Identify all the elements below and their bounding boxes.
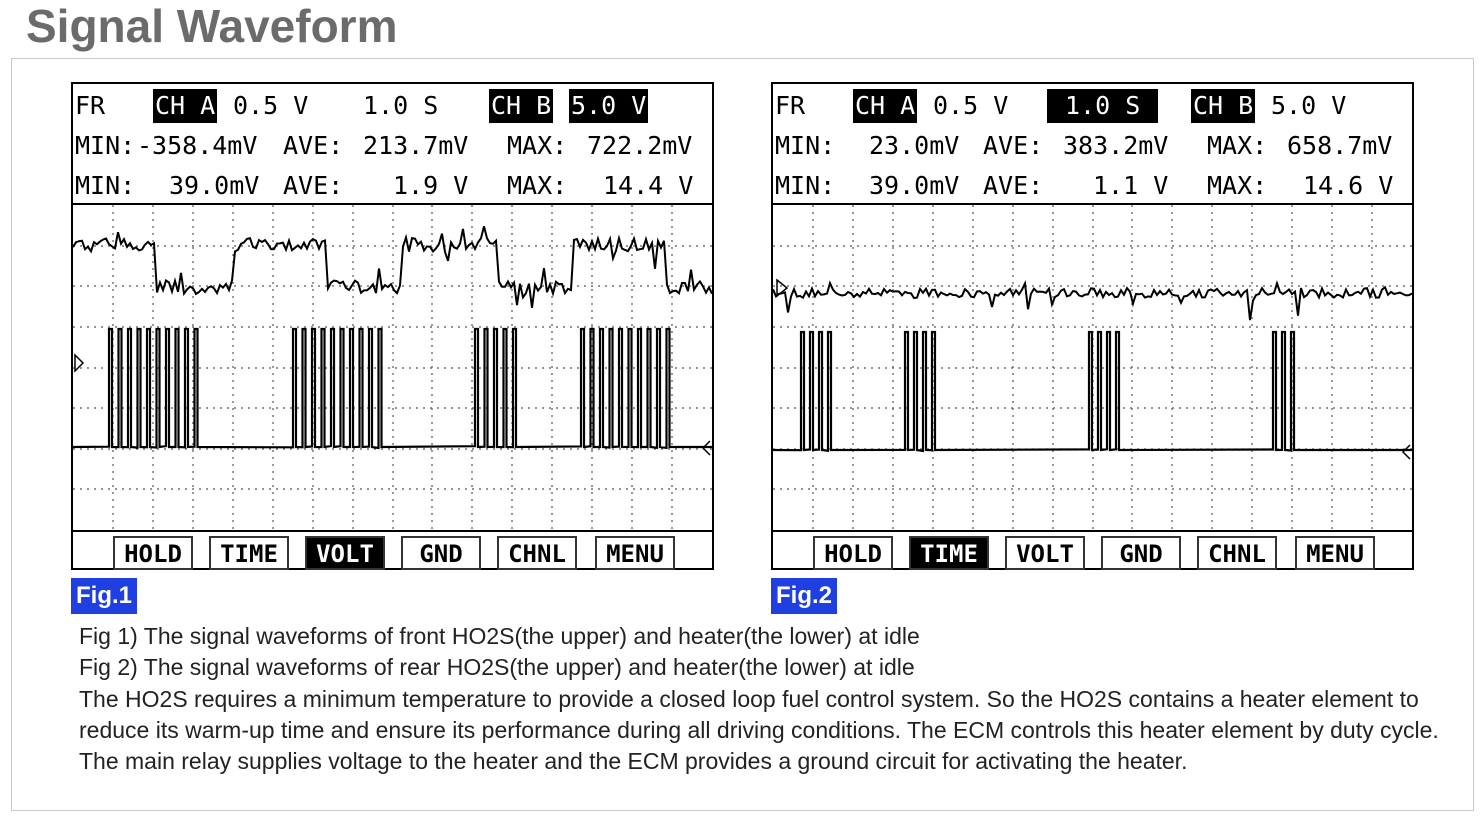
ch-b-min-label: MIN:	[775, 171, 836, 200]
ch-b-label: CH B	[1191, 89, 1255, 123]
chnl-button[interactable]: CHNL	[497, 536, 577, 570]
ch-a-scale: 0.5 V	[233, 91, 309, 120]
ch-b-min-label: MIN:	[75, 171, 136, 200]
ch-a-min-value: -358.4mV	[137, 131, 258, 160]
ch-a-min-label: MIN:	[775, 131, 836, 160]
volt-button[interactable]: VOLT	[1005, 536, 1085, 570]
hold-button[interactable]: HOLD	[113, 536, 193, 570]
ch-a-min-value: 23.0mV	[869, 131, 960, 160]
caption-paragraph: The HO2S requires a minimum temperature to provide a closed loop fuel control system. So the HO2S contains a heater element to reduce its warm-up time and ensure its performance during all driving conditions. The ECM controls this heater element by duty cycle. The main relay supplies voltage to the heater and the ECM provides a ground circuit for activating the heater.	[79, 685, 1439, 775]
ch-a-max-value: 658.7mV	[1287, 131, 1393, 160]
scope-menu-2	[773, 530, 1412, 568]
caption-line-fig2: Fig 2) The signal waveforms of rear HO2S(the upper) and heater(the lower) at idle	[79, 654, 915, 681]
gnd-button[interactable]: GND	[401, 536, 481, 570]
ch-a-ave-label: AVE:	[983, 131, 1044, 160]
ch-a-ave-label: AVE:	[283, 131, 344, 160]
ch-b-max-value: 14.6 V	[1303, 171, 1394, 200]
ch-a-max-label: MAX:	[507, 131, 568, 160]
scope-menu-1	[73, 530, 712, 568]
ch-a-ave-value: 213.7mV	[363, 131, 469, 160]
ch-b-scale: 5.0 V	[569, 89, 648, 123]
time-button[interactable]: TIME	[909, 536, 989, 570]
ch-b-min-value: 39.0mV	[169, 171, 260, 200]
time-scale: 1.0 S	[1047, 89, 1158, 123]
scope-header-1	[73, 84, 712, 205]
ch-b-scale: 5.0 V	[1271, 91, 1347, 120]
menu-button[interactable]: MENU	[1295, 536, 1375, 570]
waveform-display-1	[73, 205, 712, 530]
ch-b-ave-label: AVE:	[283, 171, 344, 200]
figure-label-1: Fig.1	[71, 578, 137, 614]
time-scale: 1.0 S	[363, 91, 439, 120]
ch-a-max-value: 722.2mV	[587, 131, 693, 160]
hold-button[interactable]: HOLD	[813, 536, 893, 570]
ch-b-marker-icon	[1403, 445, 1410, 459]
ho2s-trace	[73, 226, 712, 307]
scope-header-2	[773, 84, 1412, 205]
heater-trace	[773, 332, 1412, 451]
ch-b-max-label: MAX:	[1207, 171, 1268, 200]
caption	[79, 621, 1439, 777]
ch-b-ave-value: 1.9 V	[393, 171, 469, 200]
ch-a-ave-value: 383.2mV	[1063, 131, 1169, 160]
figure-label-2: Fig.2	[771, 578, 837, 614]
time-button[interactable]: TIME	[209, 536, 289, 570]
scope-screen-1	[71, 82, 714, 570]
menu-button[interactable]: MENU	[595, 536, 675, 570]
gnd-button[interactable]: GND	[1101, 536, 1181, 570]
scope-screen-2	[771, 82, 1414, 570]
ch-a-scale: 0.5 V	[933, 91, 1009, 120]
mode-label: FR	[775, 91, 806, 120]
ch-b-min-value: 39.0mV	[869, 171, 960, 200]
ch-b-label: CH B	[489, 89, 553, 123]
ch-b-max-value: 14.4 V	[603, 171, 694, 200]
mode-label: FR	[75, 91, 106, 120]
ch-a-max-label: MAX:	[1207, 131, 1268, 160]
caption-line-fig1: Fig 1) The signal waveforms of front HO2S(the upper) and heater(the lower) at idle	[79, 623, 920, 649]
volt-button[interactable]: VOLT	[305, 536, 385, 570]
ch-b-ave-label: AVE:	[983, 171, 1044, 200]
ch-b-max-label: MAX:	[507, 171, 568, 200]
ho2s-trace	[773, 283, 1412, 320]
ch-a-label: CH A	[153, 89, 217, 123]
ch-b-ave-value: 1.1 V	[1093, 171, 1169, 200]
ch-a-label: CH A	[853, 89, 917, 123]
chnl-button[interactable]: CHNL	[1197, 536, 1277, 570]
page-title: Signal Waveform	[26, 0, 398, 52]
waveform-display-2	[773, 205, 1412, 530]
ch-a-marker-icon	[75, 355, 83, 371]
ch-a-min-label: MIN:	[75, 131, 136, 160]
